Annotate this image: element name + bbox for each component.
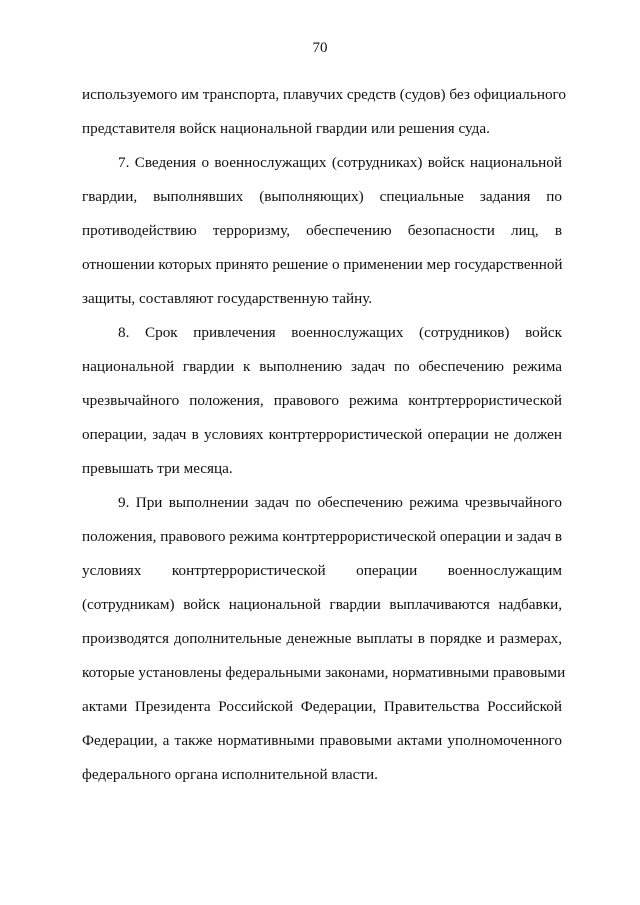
text-line: Федерации, а также нормативными правовыми актами уполномоченного [82,732,562,749]
text-line: чрезвычайного положения, правового режима контртеррористической [82,392,562,409]
paragraph-intro [82,78,566,146]
text-line: гвардии, выполнявших (выполняющих) специальные задания по [82,188,562,205]
text-line: 7. Сведения о военнослужащих (сотрудниках) войск национальной [118,154,562,171]
paragraph-9 [82,486,566,792]
text-line: условиях контртеррористической операции военнослужащим [82,562,562,579]
text-line: 8. Срок привлечения военнослужащих (сотрудников) войск [118,324,562,341]
text-line: превышать три месяца. [82,460,233,477]
text-line: представителя войск национальной гвардии или решения суда. [82,120,490,137]
document-body [82,78,566,792]
paragraph-7 [82,146,562,316]
text-line: используемого им транспорта, плавучих средств (судов) без официального [82,86,566,103]
text-line: (сотрудникам) войск национальной гвардии выплачиваются надбавки, [82,596,562,613]
text-line: 9. При выполнении задач по обеспечению режима чрезвычайного [118,494,562,511]
text-line: которые установлены федеральными законами, нормативными правовыми [82,664,566,681]
text-line: защиты, составляют государственную тайну. [82,290,373,307]
paragraph-8 [82,316,562,486]
text-line: операции, задач в условиях контртеррористической операции не должен [82,426,562,443]
text-line: национальной гвардии к выполнению задач по обеспечению режима [82,358,562,375]
text-line: актами Президента Российской Федерации, Правительства Российской [82,698,562,715]
page-number: 70 [312,40,328,56]
text-line: отношении которых принято решение о применении мер государственной [82,256,563,273]
text-line: противодействию терроризму, обеспечению безопасности лиц, в [82,222,562,239]
text-line: положения, правового режима контртеррористической операции и задач в [82,528,562,545]
text-line: производятся дополнительные денежные выплаты в порядке и размерах, [82,630,562,647]
text-line: федерального органа исполнительной власти. [82,766,378,783]
